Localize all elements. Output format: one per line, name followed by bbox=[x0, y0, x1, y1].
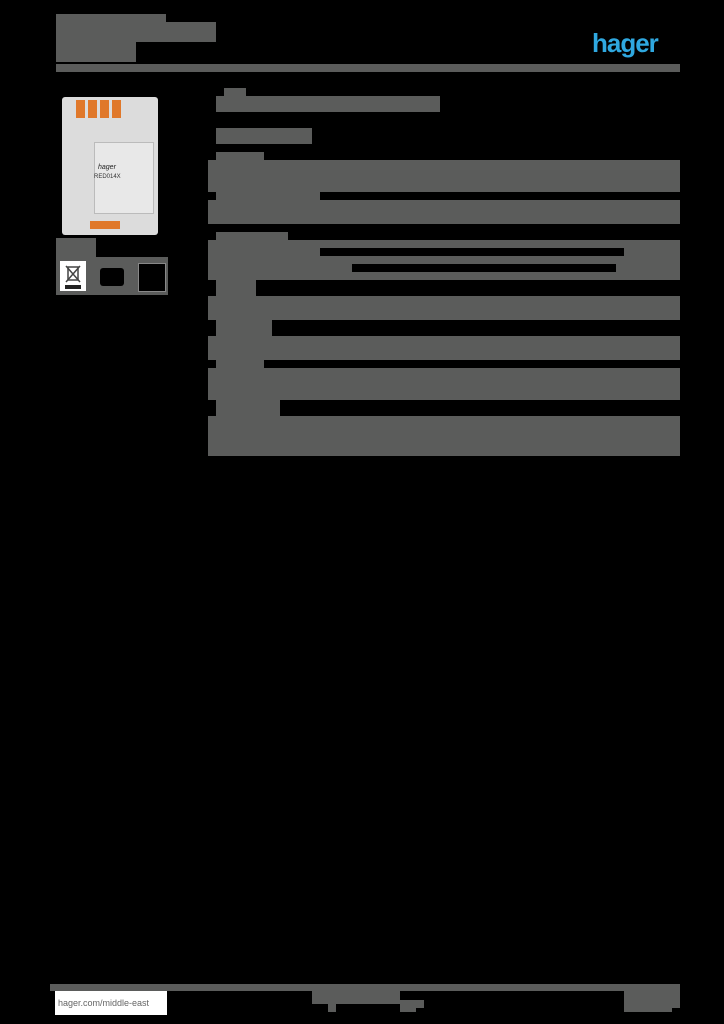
product-image bbox=[62, 97, 158, 235]
section-text-redacted bbox=[208, 160, 680, 192]
header-subtitle-redacted bbox=[56, 40, 136, 62]
device-brand: hager bbox=[98, 164, 116, 171]
section-text-redacted bbox=[208, 368, 680, 400]
section-label-redacted bbox=[216, 398, 280, 416]
heading-ascenders bbox=[224, 88, 246, 96]
spec-row-redacted bbox=[208, 240, 680, 248]
spec-row-redacted bbox=[616, 264, 680, 272]
spec-row-redacted bbox=[208, 272, 680, 280]
square-outline-icon bbox=[138, 263, 166, 292]
terminal-icon bbox=[100, 100, 109, 118]
section-label-redacted bbox=[216, 280, 256, 296]
footer-center-redacted bbox=[312, 988, 400, 1004]
header-title-redacted bbox=[56, 22, 216, 42]
section-label-redacted bbox=[216, 318, 272, 336]
section-text-redacted bbox=[208, 416, 680, 456]
spec-row-redacted bbox=[208, 264, 352, 272]
footer-center-redacted bbox=[328, 1004, 336, 1012]
section-text-redacted bbox=[208, 200, 680, 224]
logo-underline bbox=[560, 64, 680, 72]
section-text-redacted bbox=[208, 296, 680, 320]
section-text-redacted bbox=[216, 190, 320, 200]
footer-page-redacted bbox=[624, 1004, 672, 1012]
terminal-icon bbox=[88, 100, 97, 118]
weee-bin-icon bbox=[60, 261, 86, 291]
image-caption-redacted bbox=[56, 244, 96, 258]
hager-logo: hager bbox=[592, 28, 658, 58]
spec-row-redacted bbox=[208, 256, 680, 264]
section-label-redacted bbox=[216, 358, 264, 368]
website-link[interactable]: hager.com/middle-east bbox=[55, 991, 167, 1015]
section-text-redacted bbox=[208, 336, 680, 360]
terminal-icon bbox=[76, 100, 85, 118]
reference-redacted bbox=[216, 128, 312, 144]
footer-center-redacted bbox=[400, 1004, 416, 1012]
din-clip bbox=[90, 221, 120, 229]
spec-row-redacted bbox=[624, 248, 680, 256]
device-model-label: RED014X bbox=[94, 174, 121, 180]
connector-icon bbox=[100, 268, 124, 286]
heading-redacted bbox=[216, 96, 440, 112]
certification-icons bbox=[56, 257, 168, 295]
spec-row-redacted bbox=[208, 248, 320, 256]
terminal-icon bbox=[112, 100, 121, 118]
